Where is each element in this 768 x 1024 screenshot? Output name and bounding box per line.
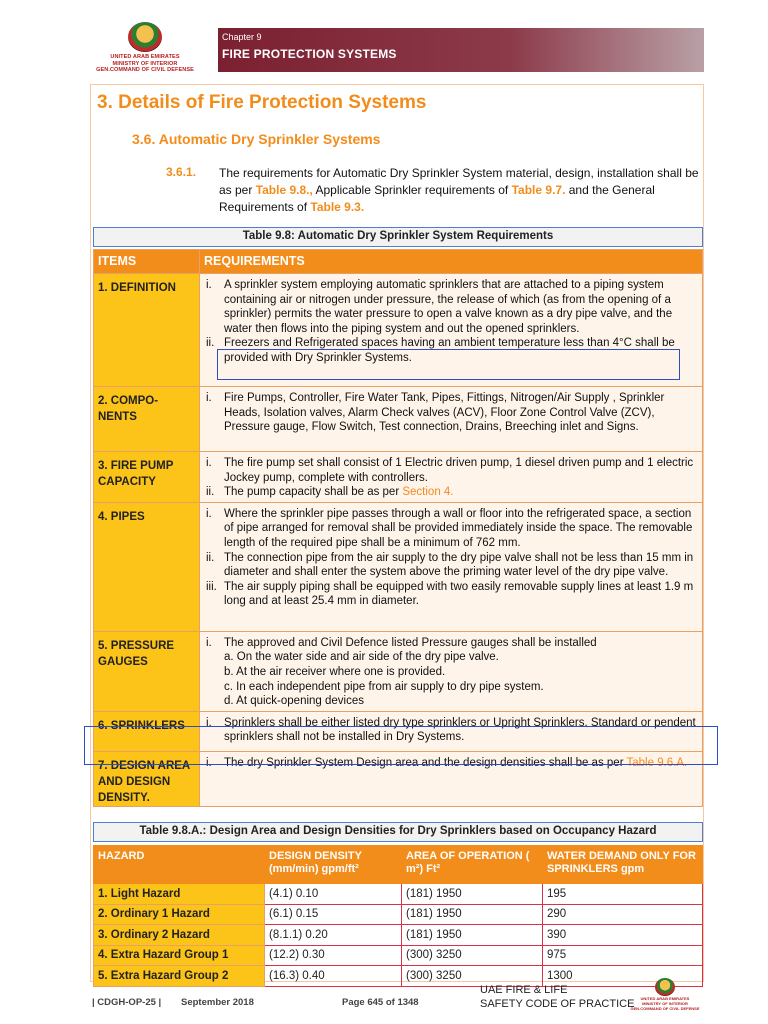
footer-page-number: Page 645 of 1348 bbox=[342, 997, 419, 1008]
requirement-number: i. bbox=[206, 507, 212, 520]
table-header-row bbox=[94, 250, 703, 274]
hazard-name-cell: 3. Ordinary 2 Hazard bbox=[94, 925, 265, 946]
item-cell bbox=[94, 387, 200, 452]
requirement-text: The pump capacity shall be as per bbox=[224, 486, 403, 499]
requirement-text: The fire pump set shall consist of 1 Electric driven pump, 1 diesel driven pump and 1 electric Jockey pump, complete with controllers. bbox=[224, 457, 694, 484]
header-label: ITEMS bbox=[98, 254, 137, 268]
hazard-row bbox=[94, 925, 703, 946]
item-cell bbox=[94, 274, 200, 387]
highlight-box bbox=[84, 726, 718, 765]
table-row bbox=[94, 502, 703, 631]
org-line: UNITED ARAB EMIRATES bbox=[640, 996, 690, 1001]
col-header-requirements bbox=[200, 250, 703, 274]
requirement-line bbox=[206, 507, 698, 551]
paragraph-text bbox=[219, 165, 699, 216]
org-line: MINISTRY OF INTERIOR bbox=[642, 1001, 688, 1006]
table-caption: Table 9.8: Automatic Dry Sprinkler System Requirements bbox=[93, 227, 703, 247]
water-demand-cell: 1300 bbox=[543, 966, 703, 987]
requirement-text: The approved and Civil Defence listed Pressure gauges shall be installed bbox=[224, 636, 597, 649]
item-label: 7. DESIGN AREA AND DESIGN DENSITY. bbox=[98, 759, 190, 804]
requirement-text: Sprinklers shall be either listed dry type sprinklers or Upright Sprinklers. Standard or pendent sprinklers shall not be installed in Dry Systems. bbox=[224, 716, 696, 744]
chapter-title: FIRE PROTECTION SYSTEMS bbox=[222, 47, 397, 61]
footer-date: September 2018 bbox=[181, 997, 254, 1008]
requirement-line bbox=[206, 665, 698, 680]
requirement-line bbox=[206, 456, 698, 485]
col-header-items bbox=[94, 250, 200, 274]
footer-title-line: UAE FIRE & LIFE bbox=[480, 984, 568, 996]
requirement-text: The air supply piping shall be equipped with two easily removable supply lines at least 1.9 m long and at least 25.4 mm in diameter. bbox=[224, 580, 694, 608]
subsection-heading: 3.6. Automatic Dry Sprinkler Systems bbox=[132, 131, 381, 147]
hazard-row bbox=[94, 884, 703, 905]
design-density-cell: (12.2) 0.30 bbox=[265, 945, 402, 966]
requirement-number: i. bbox=[206, 457, 212, 469]
footer-title bbox=[480, 983, 634, 1011]
section-reference-link[interactable]: Section 4. bbox=[402, 486, 454, 499]
requirement-number: ii. bbox=[206, 551, 215, 564]
logo-text bbox=[95, 54, 195, 74]
requirement-line bbox=[206, 694, 698, 709]
para-text: Applicable Sprinkler requirements of bbox=[312, 183, 512, 197]
requirements-cell bbox=[200, 631, 703, 711]
requirement-text: c. In each independent pipe from air supply to dry pipe system. bbox=[224, 680, 544, 693]
area-of-operation-cell: (300) 3250 bbox=[402, 966, 543, 987]
table-row bbox=[94, 631, 703, 711]
chapter-label: Chapter 9 bbox=[222, 32, 262, 42]
requirement-number: i. bbox=[206, 636, 212, 649]
para-text: and the General Requirements of bbox=[219, 183, 655, 214]
requirement-number: iii. bbox=[206, 580, 217, 593]
col-header-water-demand: WATER DEMAND ONLY FOR SPRINKLERS gpm bbox=[543, 846, 703, 884]
requirements-table bbox=[93, 249, 703, 807]
requirement-text: Freezers and Refrigerated spaces having an ambient temperature less than 4°C shall be provided with Dry Sprinkler Systems. bbox=[224, 337, 675, 364]
org-line: UNITED ARAB EMIRATES bbox=[110, 54, 180, 60]
hazard-header-row bbox=[94, 846, 703, 884]
requirement-number: i. bbox=[206, 716, 212, 729]
design-density-cell: (4.1) 0.10 bbox=[265, 884, 402, 905]
requirement-number: ii. bbox=[206, 486, 215, 499]
requirement-text: A sprinkler system employing automatic sprinklers that are attached to a piping system containing air or nitrogen under pressure, the release of which (as from the opening of a sprinkler) permits the water pressure to open a valve known as a dry pipe valve, and the water then flows into the piping system and out the opened sprinklers. bbox=[224, 279, 673, 335]
design-density-cell: (6.1) 0.15 bbox=[265, 904, 402, 925]
table-reference-link[interactable]: Table 9.7. bbox=[511, 183, 566, 197]
hazard-name-cell: 1. Light Hazard bbox=[94, 884, 265, 905]
hazard-name-cell: 5. Extra Hazard Group 2 bbox=[94, 966, 265, 987]
hazard-table bbox=[93, 845, 703, 987]
requirement-text: The dry Sprinkler System Design area and the design densities shall be as per bbox=[224, 756, 627, 769]
area-of-operation-cell: (300) 3250 bbox=[402, 945, 543, 966]
requirement-line bbox=[206, 278, 698, 336]
requirement-text: Fire Pumps, Controller, Fire Water Tank, Pipes, Fittings, Nitrogen/Air Supply , Sprinkler Heads, Isolation valves, Alarm Check valves (ACV), Floor Zone Control Valve (ZCV), Pressure gauge, Flow Switch, Test connection, Drains, Breeching inlet and Signs. bbox=[224, 392, 665, 434]
requirement-number: i. bbox=[206, 756, 212, 769]
org-line: GEN.COMMAND OF CIVIL DEFENSE bbox=[96, 67, 194, 73]
area-of-operation-cell: (181) 1950 bbox=[402, 925, 543, 946]
requirement-line bbox=[206, 650, 698, 665]
table-row bbox=[94, 452, 703, 503]
section-heading: 3. Details of Fire Protection Systems bbox=[97, 92, 427, 113]
emblem-icon bbox=[128, 22, 162, 52]
uae-civil-defense-logo bbox=[95, 22, 195, 82]
highlight-box bbox=[217, 349, 680, 380]
requirement-line bbox=[206, 485, 698, 500]
requirement-number: i. bbox=[206, 392, 212, 404]
requirement-number: i. bbox=[206, 279, 212, 291]
logo-text bbox=[630, 996, 700, 1011]
water-demand-cell: 195 bbox=[543, 884, 703, 905]
section-reference-link[interactable]: Table 9.6.A. bbox=[626, 756, 688, 769]
col-header-density: DESIGN DENSITY (mm/min) gpm/ft² bbox=[265, 846, 402, 884]
table-reference-link[interactable]: Table 9.8., bbox=[255, 183, 313, 197]
org-line: GEN.COMMAND OF CIVIL DEFENSE bbox=[630, 1006, 700, 1011]
item-label: 6. SPRINKLERS bbox=[98, 719, 185, 732]
hazard-row bbox=[94, 904, 703, 925]
emblem-icon bbox=[655, 978, 675, 996]
item-cell bbox=[94, 452, 200, 503]
requirement-line bbox=[206, 636, 698, 651]
requirement-text: The connection pipe from the air supply to the dry pipe valve shall not be less than 15 mm in diameter and shall enter the system above the priming water level of the dry pipe valve. bbox=[224, 551, 694, 579]
design-density-cell: (16.3) 0.40 bbox=[265, 966, 402, 987]
requirement-text: Where the sprinkler pipe passes through a wall or floor into the refrigerated space, a section of pipe arranged for removal shall be provided immediately inside the space. The removable length of the required pipe shall be a minimum of 762 mm. bbox=[224, 507, 693, 549]
footer-title-line: SAFETY CODE OF PRACTICE bbox=[480, 998, 635, 1010]
para-text: The requirements for Automatic Dry Sprinkler System material, design, installation shall be as per bbox=[219, 166, 699, 197]
requirement-number: ii. bbox=[206, 337, 215, 350]
table-reference-link[interactable]: Table 9.3. bbox=[310, 200, 365, 214]
water-demand-cell: 975 bbox=[543, 945, 703, 966]
requirement-text: d. At quick-opening devices bbox=[224, 695, 365, 708]
hazard-name-cell: 4. Extra Hazard Group 1 bbox=[94, 945, 265, 966]
footer-logo bbox=[630, 978, 700, 1011]
requirements-cell bbox=[200, 452, 703, 503]
org-line: MINISTRY OF INTERIOR bbox=[112, 60, 178, 67]
table-row bbox=[94, 387, 703, 452]
hazard-name-cell: 2. Ordinary 1 Hazard bbox=[94, 904, 265, 925]
item-cell bbox=[94, 502, 200, 631]
requirement-line bbox=[206, 680, 698, 695]
header-label: REQUIREMENTS bbox=[204, 254, 305, 268]
area-of-operation-cell: (181) 1950 bbox=[402, 904, 543, 925]
col-header-hazard: HAZARD bbox=[94, 846, 265, 884]
design-density-cell: (8.1.1) 0.20 bbox=[265, 925, 402, 946]
water-demand-cell: 290 bbox=[543, 904, 703, 925]
requirement-line bbox=[206, 580, 698, 609]
paragraph-number: 3.6.1. bbox=[166, 165, 197, 179]
requirement-line bbox=[206, 391, 698, 435]
area-of-operation-cell: (181) 1950 bbox=[402, 884, 543, 905]
requirement-text: a. On the water side and air side of the dry pipe valve. bbox=[224, 651, 499, 664]
requirements-cell bbox=[200, 387, 703, 452]
water-demand-cell: 390 bbox=[543, 925, 703, 946]
item-label: 2. COMPO-NENTS bbox=[98, 395, 159, 423]
col-header-area: AREA OF OPERATION ( m²) Ft² bbox=[402, 846, 543, 884]
item-cell bbox=[94, 631, 200, 711]
item-label: 1. DEFINITION bbox=[98, 282, 176, 294]
item-label: 5. PRESSURE GAUGES bbox=[98, 639, 175, 668]
hazard-row bbox=[94, 945, 703, 966]
requirements-cell bbox=[200, 502, 703, 631]
table-caption: Table 9.8.A.: Design Area and Design Densities for Dry Sprinklers based on Occupancy Hazard bbox=[93, 822, 703, 842]
item-label: 3. FIRE PUMP CAPACITY bbox=[98, 460, 174, 488]
item-label: 4. PIPES bbox=[98, 510, 145, 523]
requirement-text: b. At the air receiver where one is provided. bbox=[224, 665, 446, 678]
footer-doc-code: | CDGH-OP-25 | bbox=[92, 997, 162, 1008]
requirement-line bbox=[206, 551, 698, 580]
